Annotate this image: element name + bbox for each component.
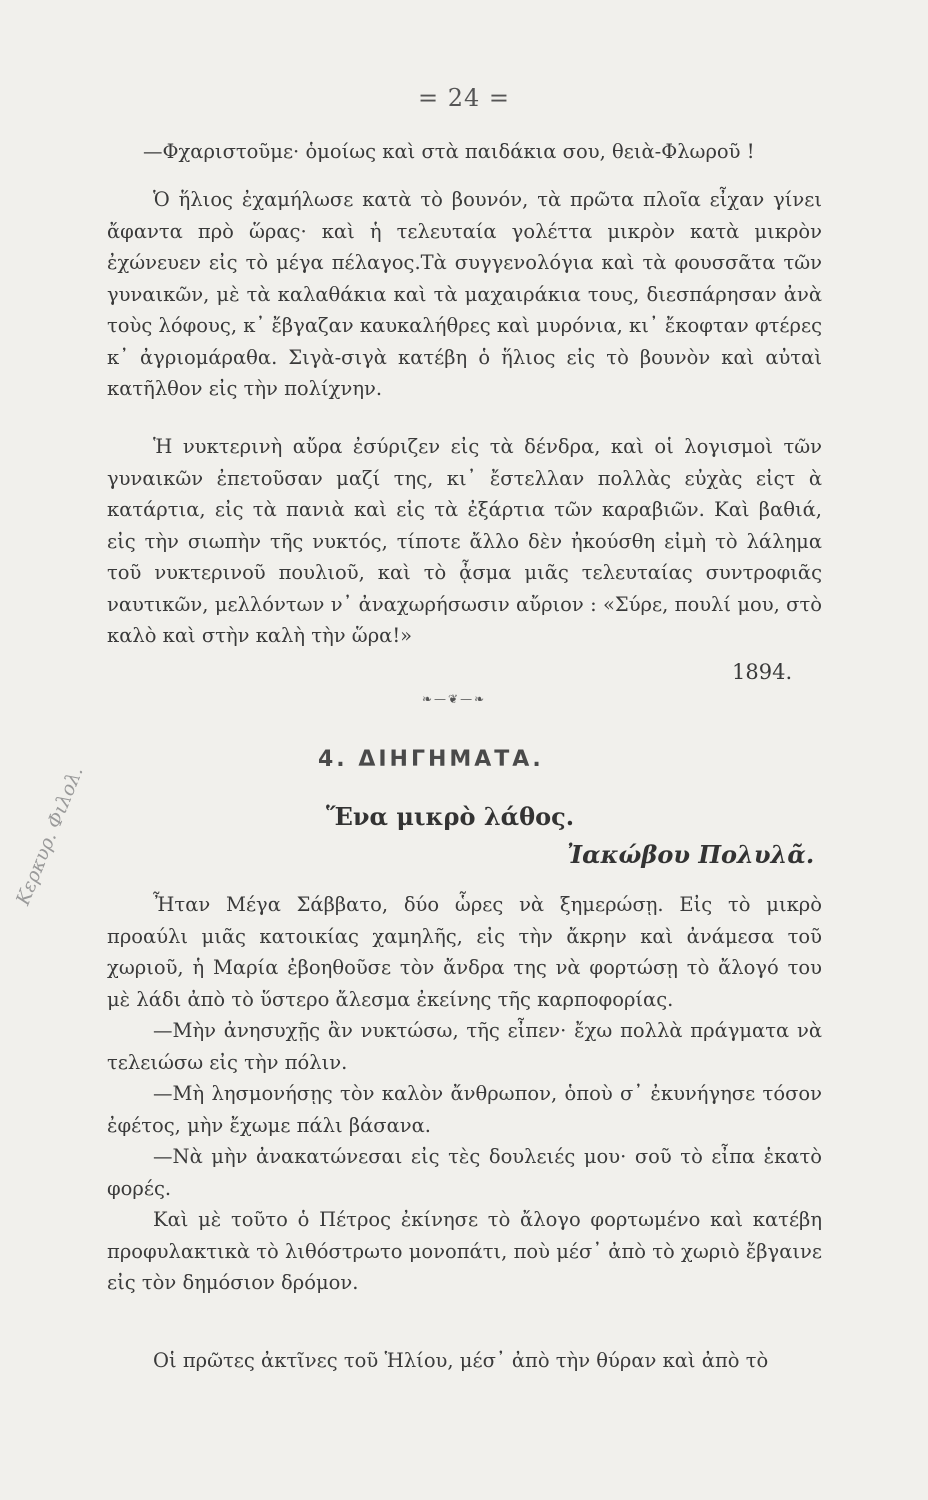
story-paragraph: —Μὴ λησμονήσῃς τὸν καλὸν ἄνθρωπον, ὁποὺ σ᾿ ἐκυνήγησε τόσον ἐφέτος, μὴν ἔχωμε πάλι βάσανα. [107,1082,822,1137]
story-paragraph: Ἦταν Μέγα Σάββατο, δύο ὧρες νὰ ξημερώσῃ. Εἰς τὸ μικρὸ προαύλι μιᾶς κατοικίας χαμηλῆς, εἰς τὴν ἄκρην καὶ ἀνάμεσα τοῦ χωριοῦ, ἡ Μαρία ἐβοηθοῦσε τὸν ἄνδρα της νὰ φορτώσῃ τὸ ἄλογό του μὲ λάδι ἀπὸ τὸ ὕστερο ἄλεσμα ἐκείνης τῆς καρποφορίας. [107,893,822,1011]
paragraph-text: Ὁ ἥλιος ἐχαμήλωσε κατὰ τὸ βουνόν, τὰ πρῶτα πλοῖα εἶχαν γίνει ἄφαντα πρὸ ὥρας· καὶ ἡ τελευταία γολέττα μικρὸν κατὰ μικρὸν ἐχώνευεν εἰς τὸ μέγα πέλαγος.Τὰ συγγενολόγια καὶ τὰ φουσσᾶτα τῶν γυναικῶν, μὲ τὰ καλαθάκια καὶ τὰ μαχαιράκια τους, διεσπάρησαν ἀνὰ τοὺς λόφους, κ᾿ ἔβγαζαν καυκαλήθρες καὶ μυρόνια, κι᾿ ἔκοφταν φτέρες κ᾿ ἀγριομάραθα. Σιγὰ-σιγὰ κατέβη ὁ ἥλιος εἰς τὸ βουνὸν καὶ αὐταὶ κατῆλθον εἰς τὴν πολίχνην. [107,188,822,400]
story-body [107,889,822,1299]
story-paragraph: Καὶ μὲ τοῦτο ὁ Πέτρος ἐκίνησε τὸ ἄλογο φορτωμένο καὶ κατέβη προφυλακτικὰ τὸ λιθόστρωτο μονοπάτι, ποὺ μέσ᾿ ἀπὸ τὸ χωριὸ ἔβγαινε εἰς τὸν δημόσιον δρόμον. [107,1208,822,1294]
story-paragraph: —Μὴν ἀνησυχῇς ἂν νυκτώσω, τῆς εἶπεν· ἔχω πολλὰ πράγματα νὰ τελειώσω εἰς τὴν πόλιν. [107,1019,822,1074]
paragraph-text: Οἱ πρῶτες ἀκτῖνες τοῦ Ἡλίου, μέσ᾿ ἀπὸ τὴν θύραν καὶ ἀπὸ τὸ [153,1349,769,1372]
paragraph-text: Ἡ νυκτερινὴ αὔρα ἐσύριζεν εἰς τὰ δένδρα, καὶ οἱ λογισμοὶ τῶν γυναικῶν ἐπετοῦσαν μαζί της, κι᾿ ἔστελλαν πολλὰς εὐχὰς εἰςτ ὰ κατάρτια, εἰς τὰ πανιὰ καὶ εἰς τὰ ἐξάρτια τῶν καραβιῶν. Καὶ βαθιά, εἰς τὴν σιωπὴν τῆς νυκτός, τίποτε ἄλλο δὲν ἠκούσθη εἰμὴ τὸ λάλημα τοῦ νυκτερινοῦ πουλιοῦ, καὶ τὸ ᾆσμα μιᾶς τελευταίας συντροφιᾶς ναυτικῶν, μελλόντων ν᾿ ἀναχωρήσωσιν αὔριον : «Σύρε, πουλί μου, στὸ καλὸ καὶ στὴν καλὴ τὴν ὥρα!» [107,435,822,647]
closing-fragment [107,1345,822,1377]
opening-dialogue-line: —Φχαριστοῦμε· ὁμοίως καὶ στὰ παιδάκια σου, θειὰ-Φλωροῦ ! [143,140,755,163]
paragraph-night-breeze [107,431,822,652]
section-heading: 4. ΔΙΗΓΗΜΑΤΑ. [318,747,544,772]
ornament-divider-icon: ❧—❦—❧ [422,692,487,706]
date-year: 1894. [732,660,793,684]
story-author: Ἰακώβου Πολυλᾶ. [567,840,815,869]
handwritten-margin-note: Κερκυρ. Φιλολ. [12,763,88,909]
story-title: Ἕνα μικρὸ λάθος. [326,802,575,831]
page-number: = 24 = [417,84,510,112]
paragraph-sunset [107,184,822,405]
story-paragraph: —Νὰ μὴν ἀνακατώνεσαι εἰς τὲς δουλειές μου· σοῦ τὸ εἶπα ἑκατὸ φορές. [107,1145,822,1200]
